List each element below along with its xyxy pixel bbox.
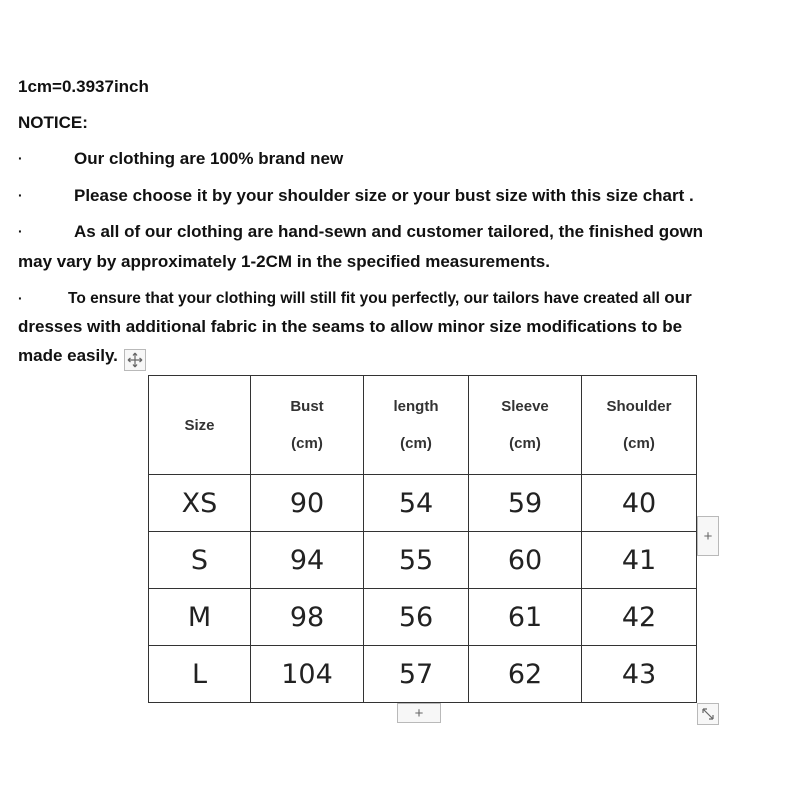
cell-length: 56 — [364, 589, 469, 646]
cell-bust: 104 — [251, 646, 364, 703]
plus-icon: + — [703, 527, 713, 545]
bullet-mark: · — [18, 150, 23, 166]
note-fit-line3: made easily. — [18, 346, 118, 365]
note-fit — [68, 288, 692, 309]
cell-length: 54 — [364, 475, 469, 532]
header-shoulder-label: Shoulder — [606, 398, 672, 415]
table-row — [149, 532, 697, 589]
note-choose-size: Please choose it by your shoulder size or your bust size with this size chart . — [74, 186, 694, 205]
table-row — [149, 646, 697, 703]
table-resize-handle[interactable] — [697, 703, 719, 725]
cell-shoulder: 42 — [582, 589, 697, 646]
header-sleeve-label: Sleeve — [501, 398, 549, 415]
cell-size: XS — [149, 475, 251, 532]
header-bust-label: Bust — [290, 398, 324, 415]
note-hand-sewn-cont: may vary by approximately 1-2CM in the specified measurements. — [18, 252, 550, 271]
cell-shoulder: 40 — [582, 475, 697, 532]
bullet-mark: · — [18, 187, 23, 203]
header-length-label: length — [393, 398, 439, 415]
cell-bust: 94 — [251, 532, 364, 589]
header-size-label: Size — [184, 416, 215, 434]
note-hand-sewn: As all of our clothing are hand-sewn and customer tailored, the finished gown — [74, 222, 704, 241]
table-row — [149, 589, 697, 646]
resize-diagonal-icon — [701, 707, 715, 721]
cell-shoulder: 41 — [582, 532, 697, 589]
cell-shoulder: 43 — [582, 646, 697, 703]
plus-icon: + — [414, 704, 424, 722]
cell-bust: 98 — [251, 589, 364, 646]
note-fit-part2: our — [664, 288, 692, 307]
bullet-mark: · — [18, 290, 23, 306]
cell-length: 55 — [364, 532, 469, 589]
header-size — [149, 376, 251, 475]
table-move-handle[interactable] — [124, 349, 146, 371]
note-fit-part1: To ensure that your clothing will still fit you perfectly, our tailors have created all — [68, 290, 665, 307]
size-chart-table — [148, 375, 697, 703]
header-length — [364, 376, 469, 475]
bullet-mark: · — [18, 223, 23, 239]
table-row — [149, 475, 697, 532]
cell-size: S — [149, 532, 251, 589]
move-arrows-icon — [127, 352, 143, 368]
cell-sleeve: 60 — [469, 532, 582, 589]
note-fit-line2: dresses with additional fabric in the seams to allow minor size modifications to be — [18, 317, 683, 336]
add-column-button[interactable] — [697, 516, 719, 556]
table-header-row — [149, 376, 697, 475]
cell-sleeve: 61 — [469, 589, 582, 646]
header-shoulder-unit: (cm) — [623, 435, 655, 452]
header-sleeve — [469, 376, 582, 475]
header-bust — [251, 376, 364, 475]
notice-heading: NOTICE: — [18, 113, 88, 132]
conversion-note: 1cm=0.3937inch — [18, 77, 149, 96]
add-row-button[interactable] — [397, 703, 441, 723]
note-brand-new: Our clothing are 100% brand new — [74, 149, 344, 168]
header-bust-unit: (cm) — [291, 435, 323, 452]
cell-length: 57 — [364, 646, 469, 703]
cell-sleeve: 62 — [469, 646, 582, 703]
cell-size: M — [149, 589, 251, 646]
header-length-unit: (cm) — [400, 435, 432, 452]
cell-sleeve: 59 — [469, 475, 582, 532]
header-sleeve-unit: (cm) — [509, 435, 541, 452]
cell-size: L — [149, 646, 251, 703]
cell-bust: 90 — [251, 475, 364, 532]
header-shoulder — [582, 376, 697, 475]
